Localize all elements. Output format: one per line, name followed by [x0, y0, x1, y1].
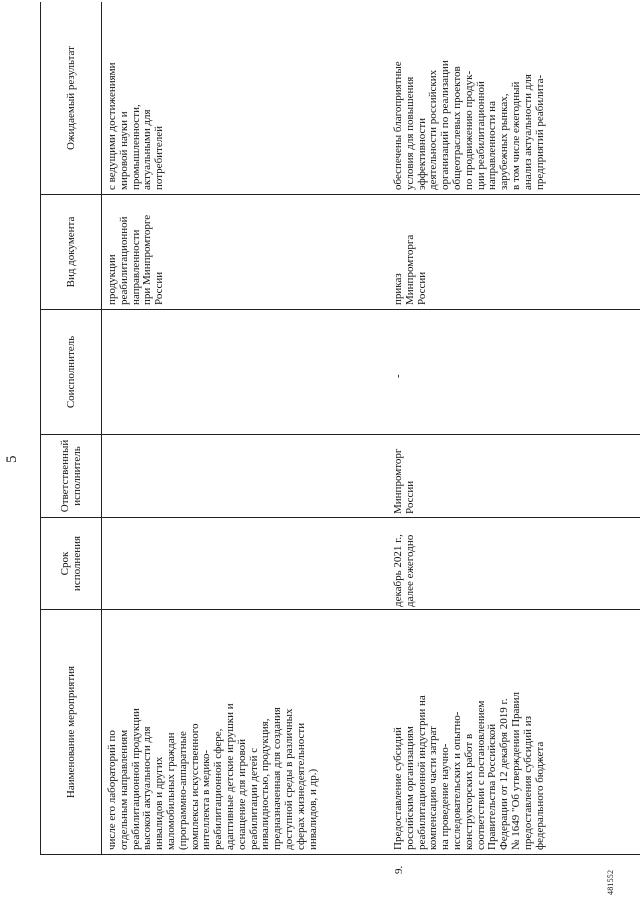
row-9-number: 9. — [393, 865, 405, 874]
header-coexecutor: Соисполнитель — [65, 335, 77, 409]
header-name: Наименование мероприятия — [65, 665, 77, 799]
row-1-doc-type: продукции реабилитационной направленности при Минпромторге России — [106, 214, 166, 305]
column-divider-3 — [40, 434, 640, 435]
column-divider-0 — [40, 854, 640, 855]
row-9-result: обеспечены благоприятные условия для повышения эффективности деятельности российских организаций по реализации общеотраслевых проектов по продвижению продук- ции реабилитационной направленности на зарубежных рынках, в том числе ежегодный анализ актуальности для предприятий реабилита- — [392, 60, 546, 190]
header-doc-type: Вид документа — [65, 216, 77, 288]
row-9-coexecutor: - — [392, 374, 404, 378]
column-divider-5 — [40, 194, 640, 195]
document-id: 481552 — [606, 869, 615, 895]
column-divider-1 — [40, 609, 640, 610]
header-term: Срок исполнения — [59, 535, 83, 592]
column-divider-2 — [40, 517, 640, 518]
row-1-name: числе его лабораторий по отдельным направлениям реабилитационной продукции высокой актуальности для инвалидов и других маломобильных граждан (программно-аппаратные комплексы искусственного интеллекта в медико- реабилитационной сфере, адаптивные детские игрушки и оснащение для игровой реабилитации детей с инвалидностью, продукция, предназначенная для создания доступной среды в различных сферах жизнедеятельности инвалидов, и др.) — [106, 703, 319, 850]
header-responsible: Ответственный исполнитель — [59, 439, 83, 513]
row-9-doc-type: приказ Минпромторга России — [392, 234, 428, 305]
header-result: Ожидаемый результат — [65, 46, 77, 150]
row-9-term: декабрь 2021 г., далее ежегодно — [392, 534, 416, 607]
header-bottom-border — [101, 2, 102, 855]
page-number: 5 — [4, 455, 20, 463]
row-9-name: Предоставление субсидий российским организациям реабилитационной индустрии на компенсацию части затрат на проведение научно- исследовательских и опытно- конструкторских работ в соответствии с постановлением Правительства Российской Федерации от 12 декабря 2019 г. № 1649 "Об утверждении Правил предоставления субсидий из федерального бюджета — [392, 692, 546, 850]
row-9-responsible: Минпромторг России — [392, 448, 416, 514]
row-1-result: с ведущими достижениями мировой науки и промышленности, актуальными для потребителей — [106, 62, 166, 190]
column-divider-4 — [40, 309, 640, 310]
